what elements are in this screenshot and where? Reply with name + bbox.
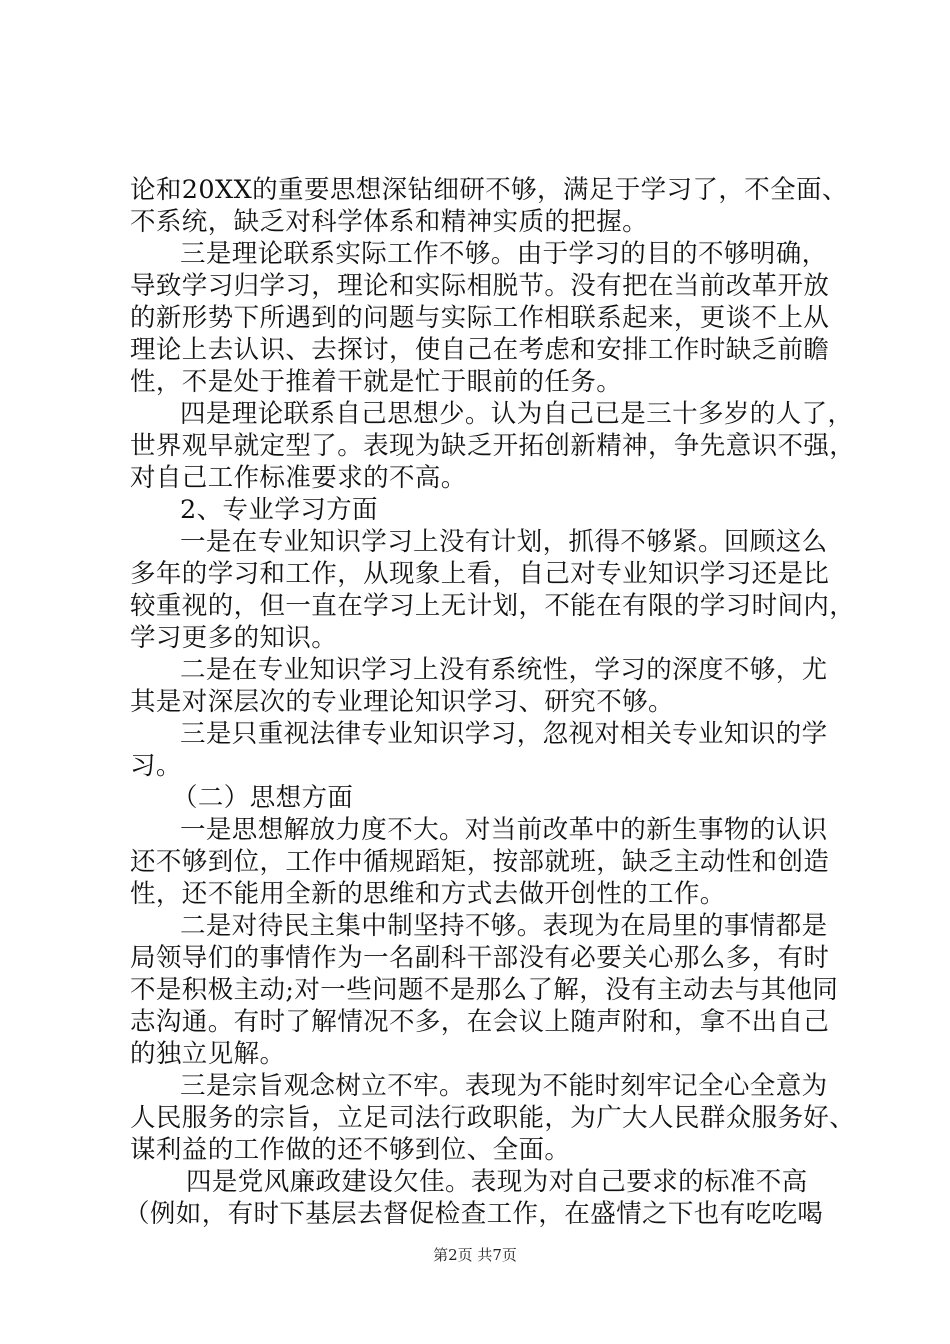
text-line: 三是宗旨观念树立不牢。表现为不能时刻牢记全心全意为: [180, 1071, 828, 1101]
text-line: 多年的学习和工作，从现象上看，自己对专业知识学习还是比: [130, 559, 830, 589]
text-line: 性，不是处于推着干就是忙于眼前的任务。: [130, 367, 623, 397]
section-heading: 2、专业学习方面: [180, 495, 378, 525]
text-line: 二是对待民主集中制坚持不够。表现为在局里的事情都是: [180, 911, 828, 941]
text-line: 论和20XX的重要思想深钻细研不够，满足于学习了，不全面、: [130, 175, 848, 205]
text-line: 志沟通。有时了解情况不多，在会议上随声附和，拿不出自己: [130, 1007, 830, 1037]
text-line: 的新形势下所遇到的问题与实际工作相联系起来，更谈不上从: [130, 303, 830, 333]
text-line: 还不够到位，工作中循规蹈矩，按部就班，缺乏主动性和创造: [130, 847, 830, 877]
text-line: 三是理论联系实际工作不够。由于学习的目的不够明确，: [180, 239, 828, 269]
text-line: 对自己工作标准要求的不高。: [130, 463, 467, 493]
text-line: 性，还不能用全新的思维和方式去做开创性的工作。: [130, 879, 726, 909]
text-line: 理论上去认识、去探讨，使自己在考虑和安排工作时缺乏前瞻: [130, 335, 830, 365]
text-line: 四是理论联系自己思想少。认为自己已是三十多岁的人了，: [180, 399, 854, 429]
text-line: 不系统，缺乏对科学体系和精神实质的把握。: [130, 207, 649, 237]
section-heading: （二）思想方面: [172, 783, 354, 813]
text-line: 较重视的，但一直在学习上无计划，不能在有限的学习时间内，: [130, 591, 856, 621]
text-line: 习。: [130, 751, 182, 781]
text-line: 谋利益的工作做的还不够到位、全面。: [130, 1135, 571, 1165]
text-line: 世界观早就定型了。表现为缺乏开拓创新精神，争先意识不强，: [130, 431, 856, 461]
text-line: 学习更多的知识。: [130, 623, 338, 653]
text-line: 一是在专业知识学习上没有计划，抓得不够紧。回顾这么: [180, 527, 828, 557]
text-line: 人民服务的宗旨，立足司法行政职能，为广大人民群众服务好、: [130, 1103, 856, 1133]
text-line: 四是党风廉政建设欠佳。表现为对自己要求的标准不高: [186, 1167, 808, 1197]
text-line: 不是积极主动;对一些问题不是那么了解，没有主动去与其他同: [130, 975, 839, 1005]
page-footer: 第2页 共7页: [433, 1246, 517, 1264]
text-line: 其是对深层次的专业理论知识学习、研究不够。: [130, 687, 674, 717]
text-line: （例如，有时下基层去督促检查工作，在盛情之下也有吃吃喝: [124, 1199, 824, 1229]
text-line: 三是只重视法律专业知识学习，忽视对相关专业知识的学: [180, 719, 828, 749]
text-line: 一是思想解放力度不大。对当前改革中的新生事物的认识: [180, 815, 828, 845]
text-line: 的独立见解。: [130, 1039, 286, 1069]
text-line: 局领导们的事情作为一名副科干部没有必要关心那么多，有时: [130, 943, 830, 973]
text-line: 二是在专业知识学习上没有系统性，学习的深度不够，尤: [180, 655, 828, 685]
text-line: 导致学习归学习，理论和实际相脱节。没有把在当前改革开放: [130, 271, 830, 301]
